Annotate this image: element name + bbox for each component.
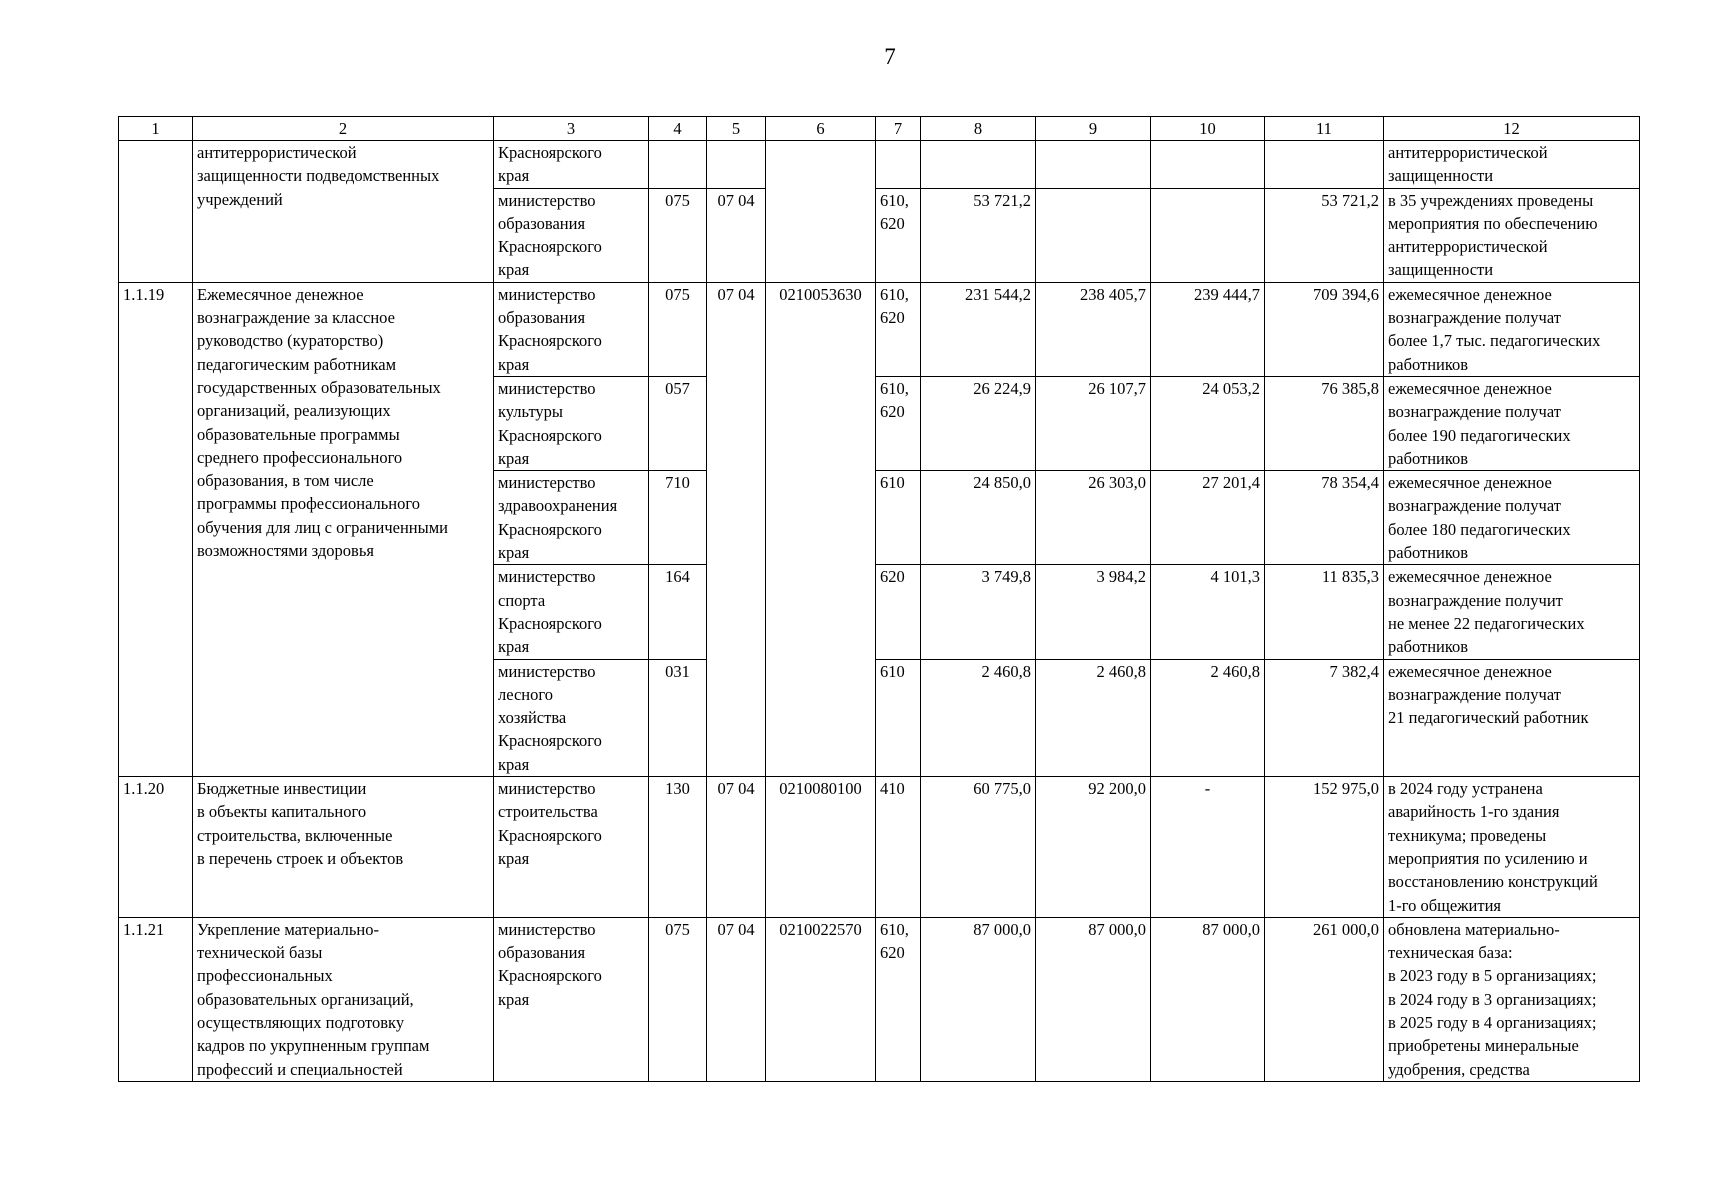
vr-cell: 610, 620 <box>876 376 921 470</box>
total-cell: 53 721,2 <box>1265 188 1384 282</box>
y2025-cell: 2 460,8 <box>1151 659 1265 776</box>
item-name-cell: Бюджетные инвестиции в объекты капитального строительства, включенные в перечень строек и объектов <box>193 777 494 918</box>
y2024-cell: 3 984,2 <box>1036 565 1151 659</box>
y2024-cell: 26 303,0 <box>1036 471 1151 565</box>
agency-cell: министерство образования Красноярского края <box>494 282 649 376</box>
y2023-cell: 231 544,2 <box>921 282 1036 376</box>
result-cell: ежемесячное денежное вознаграждение получат более 190 педагогических работников <box>1384 376 1640 470</box>
program-activities-table <box>118 116 1640 1082</box>
result-cell: ежемесячное денежное вознаграждение получат 21 педагогический работник <box>1384 659 1640 776</box>
agency-cell: министерство образования Красноярского края <box>494 917 649 1081</box>
agency-cell: министерство образования Красноярского края <box>494 188 649 282</box>
table-row <box>119 141 1640 189</box>
grbs-cell: 075 <box>649 282 707 376</box>
y2024-cell: 87 000,0 <box>1036 917 1151 1081</box>
y2024-cell: 238 405,7 <box>1036 282 1151 376</box>
header-cell: 6 <box>766 117 876 141</box>
header-cell: 12 <box>1384 117 1640 141</box>
header-cell: 9 <box>1036 117 1151 141</box>
header-cell: 8 <box>921 117 1036 141</box>
y2025-cell: 27 201,4 <box>1151 471 1265 565</box>
total-cell: 261 000,0 <box>1265 917 1384 1081</box>
result-cell: ежемесячное денежное вознаграждение получат более 1,7 тыс. педагогических работников <box>1384 282 1640 376</box>
item-name-cell: Укрепление материально- технической базы профессиональных образовательных организаций, осуществляющих подготовку кадров по укрупненным группам профессий и специальностей <box>193 917 494 1081</box>
vr-cell: 620 <box>876 565 921 659</box>
header-cell: 4 <box>649 117 707 141</box>
rzpr-cell: 07 04 <box>707 188 766 282</box>
y2025-cell <box>1151 141 1265 189</box>
y2025-cell: 87 000,0 <box>1151 917 1265 1081</box>
header-cell: 7 <box>876 117 921 141</box>
total-cell: 152 975,0 <box>1265 777 1384 918</box>
vr-cell: 610, 620 <box>876 917 921 1081</box>
y2024-cell: 2 460,8 <box>1036 659 1151 776</box>
item-number-cell: 1.1.20 <box>119 777 193 918</box>
y2023-cell <box>921 141 1036 189</box>
item-number-cell: 1.1.19 <box>119 282 193 776</box>
y2023-cell: 2 460,8 <box>921 659 1036 776</box>
y2024-cell: 92 200,0 <box>1036 777 1151 918</box>
header-cell: 1 <box>119 117 193 141</box>
vr-cell: 610 <box>876 471 921 565</box>
total-cell: 78 354,4 <box>1265 471 1384 565</box>
grbs-cell: 710 <box>649 471 707 565</box>
vr-cell: 610 <box>876 659 921 776</box>
result-cell: в 35 учреждениях проведены мероприятия по обеспечению антитеррористической защищенности <box>1384 188 1640 282</box>
y2023-cell: 53 721,2 <box>921 188 1036 282</box>
total-cell: 709 394,6 <box>1265 282 1384 376</box>
y2024-cell <box>1036 141 1151 189</box>
item-number-cell: 1.1.21 <box>119 917 193 1081</box>
rzpr-cell: 07 04 <box>707 777 766 918</box>
y2023-cell: 26 224,9 <box>921 376 1036 470</box>
table-row <box>119 777 1640 918</box>
y2025-cell: 239 444,7 <box>1151 282 1265 376</box>
y2023-cell: 3 749,8 <box>921 565 1036 659</box>
y2024-cell: 26 107,7 <box>1036 376 1151 470</box>
grbs-cell: 164 <box>649 565 707 659</box>
header-cell: 3 <box>494 117 649 141</box>
vr-cell <box>876 141 921 189</box>
rzpr-cell: 07 04 <box>707 917 766 1081</box>
y2025-cell: - <box>1151 777 1265 918</box>
grbs-cell: 075 <box>649 188 707 282</box>
total-cell: 11 835,3 <box>1265 565 1384 659</box>
csr-cell: 0210022570 <box>766 917 876 1081</box>
agency-cell: министерство здравоохранения Красноярского края <box>494 471 649 565</box>
agency-cell: министерство спорта Красноярского края <box>494 565 649 659</box>
agency-cell: Красноярского края <box>494 141 649 189</box>
item-name-cell: антитеррористической защищенности подведомственных учреждений <box>193 141 494 283</box>
result-cell: в 2024 году устранена аварийность 1-го здания техникума; проведены мероприятия по усилению и восстановлению конструкций 1-го общежития <box>1384 777 1640 918</box>
agency-cell: министерство культуры Красноярского края <box>494 376 649 470</box>
header-row <box>119 117 1640 141</box>
grbs-cell: 130 <box>649 777 707 918</box>
csr-cell: 0210053630 <box>766 282 876 776</box>
grbs-cell: 031 <box>649 659 707 776</box>
item-number-cell <box>119 141 193 283</box>
page-number: 7 <box>884 44 896 69</box>
grbs-cell: 075 <box>649 917 707 1081</box>
item-name-cell: Ежемесячное денежное вознаграждение за классное руководство (кураторство) педагогическим работникам государственных образовательных организаций, реализующих образовательные программы среднего профессионального образования, в том числе программы профессионального обучения для лиц с ограниченными возможностями здоровья <box>193 282 494 776</box>
total-cell: 7 382,4 <box>1265 659 1384 776</box>
header-cell: 5 <box>707 117 766 141</box>
csr-cell: 0210080100 <box>766 777 876 918</box>
y2025-cell <box>1151 188 1265 282</box>
y2024-cell <box>1036 188 1151 282</box>
agency-cell: министерство лесного хозяйства Красноярского края <box>494 659 649 776</box>
vr-cell: 410 <box>876 777 921 918</box>
y2023-cell: 60 775,0 <box>921 777 1036 918</box>
grbs-cell: 057 <box>649 376 707 470</box>
header-cell: 2 <box>193 117 494 141</box>
grbs-cell <box>649 141 707 189</box>
agency-cell: министерство строительства Красноярского края <box>494 777 649 918</box>
csr-cell <box>766 141 876 283</box>
result-cell: антитеррористической защищенности <box>1384 141 1640 189</box>
total-cell <box>1265 141 1384 189</box>
table-row <box>119 917 1640 1081</box>
y2023-cell: 87 000,0 <box>921 917 1036 1081</box>
rzpr-cell: 07 04 <box>707 282 766 776</box>
y2025-cell: 4 101,3 <box>1151 565 1265 659</box>
y2023-cell: 24 850,0 <box>921 471 1036 565</box>
vr-cell: 610, 620 <box>876 188 921 282</box>
header-cell: 10 <box>1151 117 1265 141</box>
header-cell: 11 <box>1265 117 1384 141</box>
vr-cell: 610, 620 <box>876 282 921 376</box>
rzpr-cell <box>707 141 766 189</box>
y2025-cell: 24 053,2 <box>1151 376 1265 470</box>
table-row <box>119 282 1640 376</box>
total-cell: 76 385,8 <box>1265 376 1384 470</box>
result-cell: ежемесячное денежное вознаграждение получит не менее 22 педагогических работников <box>1384 565 1640 659</box>
result-cell: ежемесячное денежное вознаграждение получат более 180 педагогических работников <box>1384 471 1640 565</box>
result-cell: обновлена материально- техническая база: в 2023 году в 5 организациях; в 2024 году в 3 организациях; в 2025 году в 4 организациях; приобретены минеральные удобрения, средства <box>1384 917 1640 1081</box>
